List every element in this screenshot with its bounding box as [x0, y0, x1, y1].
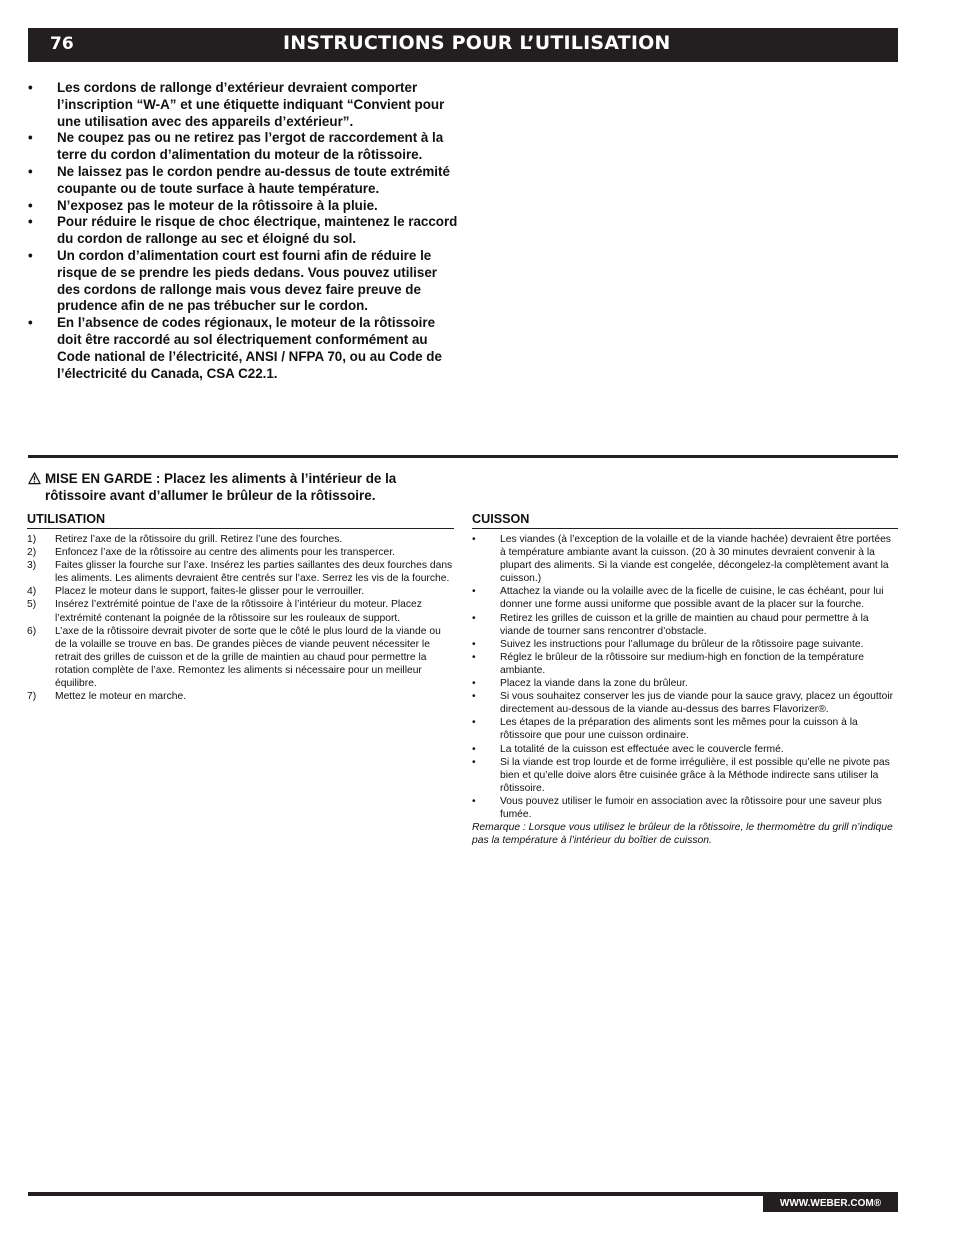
- step-item: [27, 690, 454, 703]
- caution-text: rôtissoire avant d’allumer le brûleur de la rôtissoire.: [45, 487, 376, 503]
- cuisson-item-text: Suivez les instructions pour l’allumage du brûleur de la rôtissoire page suivante.: [500, 638, 864, 650]
- bullet-icon: •: [472, 638, 476, 650]
- step-number: 7): [27, 691, 37, 703]
- cuisson-item: [472, 795, 898, 821]
- cuisson-item-text: La totalité de la cuisson est effectuée avec le couvercle fermé.: [500, 743, 784, 755]
- cuisson-item: [472, 612, 898, 638]
- cuisson-item-text: Retirez les grilles de cuisson et la grille de maintien au chaud pour permettre à la viande de tourner sans rencontrer d’obstacle.: [500, 612, 869, 637]
- cuisson-item-text: Les étapes de la préparation des aliments sont les mêmes pour la cuisson à la rôtissoire que pour une cuisson ordinaire.: [500, 717, 858, 742]
- cuisson-item: [472, 533, 898, 585]
- cuisson-item-text: Les viandes (à l’exception de la volaille et de la viande hachée) devraient être portées à température ambiante avant la cuisson. (20 à 30 minutes devraient convenir à la plupart des aliments. Si la viande est congelée, décongelez-la complètement avant la cuisson.): [500, 534, 891, 585]
- safety-item-text: Ne coupez pas ou ne retirez pas l’ergot de raccordement à la terre du cordon d’alimentation du moteur de la rôtissoire.: [57, 130, 444, 163]
- step-text: Mettez le moteur en marche.: [55, 691, 187, 703]
- step-number: 5): [27, 599, 37, 611]
- utilisation-section: [27, 512, 454, 703]
- safety-item: [28, 315, 458, 382]
- bullet-icon: •: [472, 795, 476, 807]
- bullet-icon: •: [472, 586, 476, 598]
- cuisson-item: [472, 585, 898, 611]
- safety-list: [28, 80, 458, 382]
- bullet-icon: •: [28, 163, 33, 179]
- safety-item-text: En l’absence de codes régionaux, le moteur de la rôtissoire doit être raccordé au sol électriquement conformément au Code national de l’électricité, ANSI / NFPA 70, ou au Code de l’électricité du Canada, CSA C22.1.: [57, 315, 442, 381]
- step-text: Retirez l’axe de la rôtissoire du grill. Retirez l’une des fourches.: [55, 534, 343, 545]
- footer-url: WWW.WEBER.COM®: [763, 1196, 898, 1212]
- step-number: 4): [27, 586, 37, 598]
- safety-item-text: N’exposez pas le moteur de la rôtissoire à la pluie.: [57, 197, 378, 213]
- step-number: 1): [27, 534, 37, 545]
- safety-item: [28, 198, 458, 215]
- bullet-icon: •: [28, 247, 33, 263]
- utilisation-steps: [27, 533, 454, 703]
- safety-item: [28, 248, 458, 315]
- cuisson-item: [472, 756, 898, 795]
- step-text: Placez le moteur dans le support, faites-le glisser pour le verrouiller.: [55, 586, 365, 598]
- step-number: 6): [27, 625, 37, 637]
- safety-item-text: Les cordons de rallonge d’extérieur devraient comporter l’inscription “W-A” et une étiquette indiquant “Convient pour une utilisation avec des appareils d’extérieur”.: [57, 80, 445, 129]
- step-text: L’axe de la rôtissoire devrait pivoter de sorte que le côté le plus lourd de la viande ou de la volaille se trouve en bas. De grandes pièces de viande peuvent nécessiter le retrait des grilles de cuisson et de la grille de maintien au chaud pour permettre la rotation complète de l’axe. Remontez les aliments si nécessaire pour un meilleur équilibre.: [55, 625, 441, 690]
- step-item: [27, 625, 454, 690]
- cuisson-item-text: Réglez le brûleur de la rôtissoire sur medium-high en fonction de la température ambiante.: [500, 651, 865, 676]
- page-number: 76: [50, 34, 74, 54]
- safety-item-text: Un cordon d’alimentation court est fourni afin de réduire le risque de se prendre les pieds dedans. Vous pouvez utiliser des cordons de rallonge mais vous devez faire preuve de prudence afin de ne pas trébucher sur le cordon.: [57, 247, 438, 314]
- bullet-icon: •: [28, 197, 33, 213]
- bullet-icon: •: [472, 743, 476, 755]
- page-title: INSTRUCTIONS POUR L’UTILISATION: [283, 32, 671, 54]
- step-item: [27, 546, 454, 559]
- bullet-icon: •: [472, 691, 476, 703]
- cuisson-item: [472, 677, 898, 690]
- cuisson-item: [472, 638, 898, 651]
- bullet-icon: •: [472, 612, 476, 624]
- cuisson-item: [472, 716, 898, 742]
- cuisson-list: [472, 533, 898, 821]
- cuisson-item-text: Vous pouvez utiliser le fumoir en association avec la rôtissoire pour une saveur plus fumée.: [500, 795, 882, 820]
- bullet-icon: •: [28, 80, 33, 95]
- cuisson-item: [472, 690, 898, 716]
- safety-item-text: Ne laissez pas le cordon pendre au-dessus de toute extrémité coupante ou de toute surface à haute température.: [57, 163, 450, 196]
- step-text: Enfoncez l’axe de la rôtissoire au centre des aliments pour les transpercer.: [55, 547, 395, 559]
- step-text: Faites glisser la fourche sur l’axe. Insérez les parties saillantes des deux fourches dans les aliments. Les aliments devraient être centrés sur l’axe. Serrez les vis de la fourche.: [55, 560, 453, 585]
- cuisson-heading: CUISSON: [472, 512, 898, 529]
- safety-item: [28, 164, 458, 198]
- bullet-icon: •: [472, 651, 476, 663]
- cuisson-item-text: Si la viande est trop lourde et de forme irrégulière, il est possible qu’elle ne pivote pas bien et qu’elle doive alors être cuisinée grâce à la Méthode indirecte sans utiliser la rôtissoire.: [500, 756, 890, 794]
- step-number: 3): [27, 560, 37, 572]
- warning-triangle-icon: [28, 472, 41, 485]
- safety-item: [28, 80, 458, 130]
- step-item: [27, 585, 454, 598]
- step-item: [27, 598, 454, 624]
- step-number: 2): [27, 547, 37, 559]
- cuisson-item: [472, 651, 898, 677]
- bullet-icon: •: [472, 678, 476, 690]
- bullet-icon: •: [472, 717, 476, 729]
- caution-block: [28, 471, 448, 505]
- section-divider: [28, 455, 898, 458]
- utilisation-heading: UTILISATION: [27, 512, 454, 529]
- cuisson-item-text: Si vous souhaitez conserver les jus de viande pour la sauce gravy, placez un égouttoir directement au-dessous de la viande au-dessus des barres Flavorizer®.: [500, 691, 894, 716]
- step-item: [27, 533, 454, 546]
- bullet-icon: •: [472, 534, 476, 545]
- bullet-icon: •: [472, 756, 476, 768]
- safety-item: [28, 130, 458, 164]
- step-item: [27, 559, 454, 585]
- cuisson-section: [472, 512, 898, 847]
- step-text: Insérez l’extrémité pointue de l’axe de la rôtissoire à l’intérieur du moteur. Placez l’extrémité contenant la poignée de la rôtissoire sur les rouleaux de support.: [55, 599, 422, 624]
- page-header: [28, 28, 898, 62]
- bullet-icon: •: [28, 315, 33, 331]
- cuisson-item-text: Attachez la viande ou la volaille avec de la ficelle de cuisine, le cas échéant, pour lui donner une forme aussi uniforme que possible avant de la placer sur la fourche.: [500, 586, 884, 611]
- bullet-icon: •: [28, 130, 33, 146]
- safety-item-text: Pour réduire le risque de choc électrique, maintenez le raccord du cordon de rallonge au sec et éloigné du sol.: [57, 214, 458, 247]
- safety-item: [28, 214, 458, 248]
- cuisson-note: Remarque : Lorsque vous utilisez le brûleur de la rôtissoire, le thermomètre du grill n’indique pas la température à l’intérieur du boîtier de cuisson.: [472, 822, 893, 847]
- cuisson-item-text: Placez la viande dans la zone du brûleur.: [500, 678, 688, 690]
- bullet-icon: •: [28, 214, 33, 230]
- caution-text: MISE EN GARDE : Placez les aliments à l’intérieur de la: [45, 471, 397, 486]
- cuisson-item: [472, 743, 898, 756]
